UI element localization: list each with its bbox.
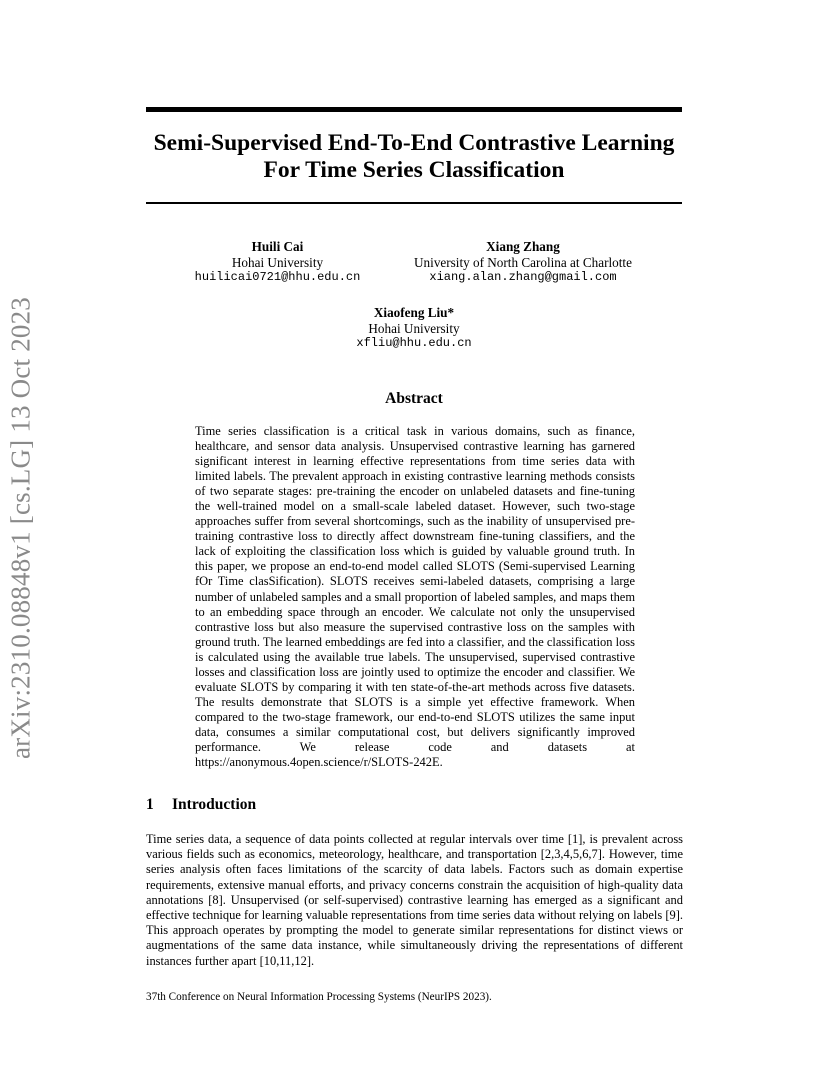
title-bottom-rule [146, 202, 682, 204]
abstract-heading: Abstract [385, 390, 443, 407]
paper-title: Semi-Supervised End-To-End Contrastive Learning For Time Series Classification [153, 130, 675, 183]
conference-footer: 37th Conference on Neural Information Processing Systems (NeurIPS 2023). [146, 991, 492, 1003]
introduction-text: Time series data, a sequence of data points collected at regular intervals over time [1], is prevalent across various fields such as economics, meteorology, healthcare, and transportation [2,3,4,5,6,7]. However, time series analysis often faces limitations of the scarcity of data labels. Factors such as domain expertise requirements, extensive manual efforts, and privacy concerns constrain the acquisition of high-quality data annotations [8]. Unsupervised (or self-supervised) contrastive learning has emerged as a significant and effective technique for learning valuable representations from time series data without relying on labels [9]. This approach operates by prompting the model to generate similar representations for distinct views or augmentations of the same data instance, while simultaneously driving the representations of different instances further apart [10,11,12]. [146, 832, 683, 968]
author-email: xiang.alan.zhang@gmail.com [429, 270, 617, 284]
section-number: 1 [146, 796, 154, 813]
author-block-2 [396, 239, 650, 286]
author-affiliation: University of North Carolina at Charlotte [414, 254, 632, 270]
section-title: Introduction [172, 796, 257, 813]
section-heading [146, 796, 682, 814]
arxiv-identifier: arXiv:2310.08848v1 [cs.LG] 13 Oct 2023 [5, 296, 36, 760]
author-name: Xiang Zhang [486, 239, 560, 254]
title-top-rule [146, 107, 682, 112]
author-email: huilicai0721@hhu.edu.cn [194, 270, 361, 284]
author-affiliation: Hohai University [368, 320, 460, 336]
author-name: Huili Cai [251, 239, 304, 254]
author-email: xfliu@hhu.edu.cn [356, 336, 472, 350]
author-block-1 [180, 239, 375, 286]
abstract-text: Time series classification is a critical task in various domains, such as finance, healthcare, and sensor data analysis. Unsupervised contrastive learning has garnered significant interest in learning effective representations from time series data with limited labels. The prevalent approach in existing contrastive learning methods consists of two separate stages: pre-training the encoder on unlabeled datasets and fine-tuning the well-trained model on a small-scale labeled dataset. However, such two-stage approaches suffer from several shortcomings, such as the inability of unsupervised pre-training contrastive loss to directly affect downstream fine-tuning classifiers, and the lack of exploiting the classification loss which is guided by valuable ground truth. In this paper, we propose an end-to-end model called SLOTS (Semi-supervised Learning fOr Time clasSification). SLOTS receives semi-labeled datasets, comprising a large number of unlabeled samples and a small proportion of labeled samples, and maps them to an embedding space through an encoder. We calculate not only the unsupervised contrastive loss but also measure the supervised contrastive loss on the samples with ground truth. The learned embeddings are fed into a classifier, and the classification loss is calculated using the available true labels. The unsupervised, supervised contrastive losses and classification loss are jointly used to optimize the encoder and classifier. We evaluate SLOTS by comparing it with ten state-of-the-art methods across five datasets. The results demonstrate that SLOTS is a simple yet effective framework. When compared to the two-stage framework, our end-to-end SLOTS utilizes the same input data, consumes a similar computational cost, but delivers significantly improved performance. We release code and datasets at https://anonymous.4open.science/r/SLOTS-242E. [195, 424, 635, 770]
author-affiliation: Hohai University [231, 254, 324, 270]
author-block-3 [314, 305, 514, 352]
author-name: Xiaofeng Liu* [373, 305, 455, 320]
